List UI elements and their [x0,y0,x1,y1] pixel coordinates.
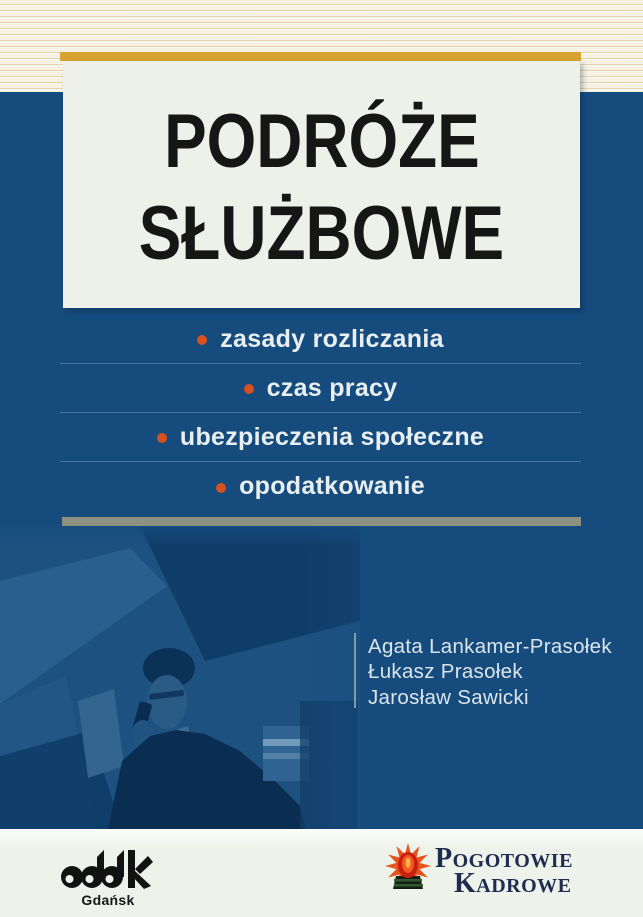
series-title [435,843,573,897]
publisher-block [60,847,156,908]
beacon-icon [384,843,432,891]
author-name: Łukasz Prasołek [368,660,523,684]
topic-item [60,413,581,462]
author-name: Agata Lankamer-Prasołek [368,635,612,658]
bullet-icon [197,335,207,345]
man-face [147,675,187,729]
topic-label: czas pracy [266,373,398,402]
title-panel [63,61,580,308]
publisher-city: Gdańsk [81,892,135,908]
topic-label: opodatkowanie [239,472,425,500]
title-line-2: SŁUŻBOWE [138,190,505,276]
gold-accent-bar [60,52,581,61]
topic-item [60,462,581,511]
oddk-logo [60,847,156,889]
authors-block [368,634,612,710]
authors-rule [354,633,356,708]
bullet-icon [157,433,167,443]
bottom-strip [0,829,643,917]
topic-item [60,364,581,413]
title-line-1: PODRÓŻE [163,98,480,184]
bullet-icon [216,483,226,493]
topic-label: ubezpieczenia społeczne [179,422,485,451]
divider-bar [62,517,581,526]
topic-label: zasady rozliczania [220,324,444,353]
series-word-2: Kadrowe [454,868,572,899]
bullet-icon [244,384,254,394]
author-name: Jarosław Sawicki [368,685,529,709]
topic-item [60,315,581,364]
series-logo-block [384,843,573,897]
topic-list [60,315,581,511]
series-word-1: Pogotowie [435,843,573,874]
